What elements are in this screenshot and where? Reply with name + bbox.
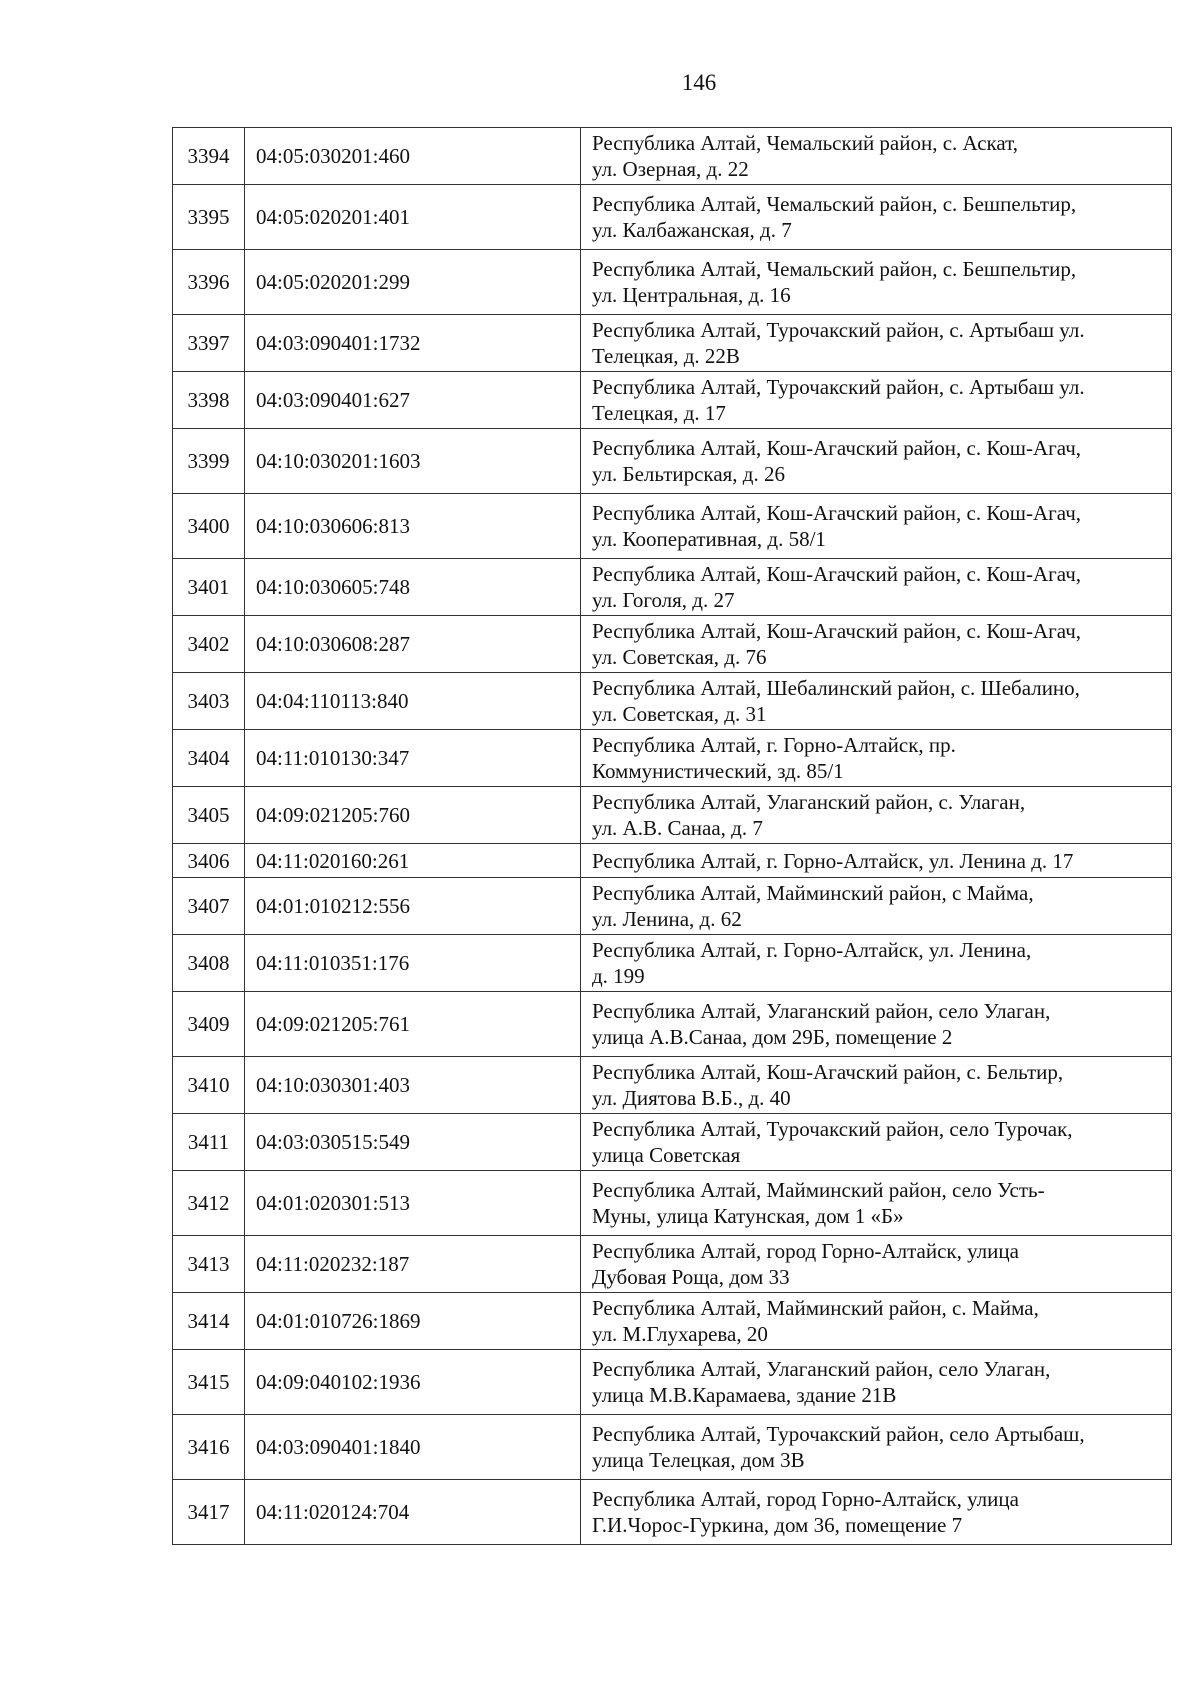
row-number: 3400 — [173, 494, 245, 559]
address-line: ул. М.Глухарева, 20 — [592, 1322, 768, 1346]
address-line: Республика Алтай, Чемальский район, с. Аскат, — [592, 131, 1019, 155]
table-row — [173, 185, 1172, 250]
table-row — [173, 1350, 1172, 1415]
address-cell — [581, 429, 1172, 494]
cadastral-number: 04:10:030301:403 — [245, 1057, 581, 1114]
address-cell — [581, 730, 1172, 787]
address-line: Коммунистический, зд. 85/1 — [592, 759, 844, 783]
row-number: 3399 — [173, 429, 245, 494]
address-cell — [581, 1171, 1172, 1236]
address-line: ул. Кооперативная, д. 58/1 — [592, 527, 826, 551]
address-line: ул. Советская, д. 31 — [592, 702, 767, 726]
address-cell — [581, 787, 1172, 844]
address-cell — [581, 128, 1172, 185]
address-line: Республика Алтай, г. Горно-Алтайск, ул. Ленина д. 17 — [592, 848, 1074, 873]
row-number: 3406 — [173, 844, 245, 878]
row-number: 3395 — [173, 185, 245, 250]
address-cell — [581, 935, 1172, 992]
table-row — [173, 992, 1172, 1057]
table-row — [173, 1171, 1172, 1236]
address-line: Республика Алтай, г. Горно-Алтайск, пр. — [592, 733, 956, 757]
row-number: 3402 — [173, 616, 245, 673]
address-line: Республика Алтай, Турочакский район, село Турочак, — [592, 1117, 1073, 1141]
row-number: 3411 — [173, 1114, 245, 1171]
address-line: Республика Алтай, Кош-Агачский район, с. Бельтир, — [592, 1060, 1064, 1084]
row-number: 3410 — [173, 1057, 245, 1114]
row-number: 3412 — [173, 1171, 245, 1236]
address-line: улица Советская — [592, 1143, 741, 1167]
address-line: Республика Алтай, Чемальский район, с. Бешпельтир, — [592, 192, 1077, 216]
address-cell — [581, 559, 1172, 616]
row-number: 3414 — [173, 1293, 245, 1350]
address-line: ул. Бельтирская, д. 26 — [592, 462, 785, 486]
row-number: 3415 — [173, 1350, 245, 1415]
table-row — [173, 878, 1172, 935]
address-line: ул. Гоголя, д. 27 — [592, 588, 735, 612]
row-number: 3408 — [173, 935, 245, 992]
table-row — [173, 616, 1172, 673]
address-line: Г.И.Чорос-Гуркина, дом 36, помещение 7 — [592, 1513, 963, 1537]
address-line: Республика Алтай, Майминский район, с Майма, — [592, 881, 1034, 905]
address-line: Республика Алтай, г. Горно-Алтайск, ул. Ленина, — [592, 938, 1032, 962]
cadastral-number: 04:01:010726:1869 — [245, 1293, 581, 1350]
address-cell — [581, 1057, 1172, 1114]
address-line: ул. Озерная, д. 22 — [592, 157, 749, 181]
cadastral-number: 04:09:021205:761 — [245, 992, 581, 1057]
address-line: Телецкая, д. 17 — [592, 401, 726, 425]
address-line: Республика Алтай, Майминский район, с. Майма, — [592, 1296, 1039, 1320]
address-line: ул. Центральная, д. 16 — [592, 283, 791, 307]
cadastral-number: 04:01:010212:556 — [245, 878, 581, 935]
cadastral-number: 04:03:090401:1840 — [245, 1415, 581, 1480]
address-line: Республика Алтай, Кош-Агачский район, с. Кош-Агач, — [592, 436, 1082, 460]
address-line: Республика Алтай, Шебалинский район, с. Шебалино, — [592, 676, 1080, 700]
cadastral-number: 04:11:020232:187 — [245, 1236, 581, 1293]
table-row — [173, 730, 1172, 787]
address-line: Республика Алтай, Турочакский район, с. Артыбаш ул. — [592, 318, 1085, 342]
address-cell — [581, 250, 1172, 315]
table-row — [173, 1415, 1172, 1480]
cadastral-number: 04:09:040102:1936 — [245, 1350, 581, 1415]
cadastral-number: 04:11:020160:261 — [245, 844, 581, 878]
address-line: Республика Алтай, Майминский район, село Усть- — [592, 1178, 1045, 1202]
table-row — [173, 1293, 1172, 1350]
address-line: ул. Советская, д. 76 — [592, 645, 767, 669]
row-number: 3413 — [173, 1236, 245, 1293]
table-row — [173, 372, 1172, 429]
row-number: 3398 — [173, 372, 245, 429]
address-line: Дубовая Роща, дом 33 — [592, 1265, 790, 1289]
table-row — [173, 844, 1172, 878]
cadastral-number: 04:09:021205:760 — [245, 787, 581, 844]
row-number: 3403 — [173, 673, 245, 730]
row-number: 3417 — [173, 1480, 245, 1545]
address-line: Муны, улица Катунская, дом 1 «Б» — [592, 1204, 904, 1228]
registry-body — [173, 128, 1172, 1545]
row-number: 3404 — [173, 730, 245, 787]
cadastral-number: 04:10:030608:287 — [245, 616, 581, 673]
address-cell — [581, 1415, 1172, 1480]
address-line: улица Телецкая, дом 3В — [592, 1448, 805, 1472]
address-cell — [581, 1293, 1172, 1350]
cadastral-number: 04:04:110113:840 — [245, 673, 581, 730]
cadastral-number: 04:05:030201:460 — [245, 128, 581, 185]
row-number: 3409 — [173, 992, 245, 1057]
address-line: Республика Алтай, город Горно-Алтайск, улица — [592, 1487, 1019, 1511]
cadastral-number: 04:03:030515:549 — [245, 1114, 581, 1171]
table-row — [173, 429, 1172, 494]
address-cell — [581, 1350, 1172, 1415]
address-cell — [581, 372, 1172, 429]
table-row — [173, 315, 1172, 372]
table-row — [173, 128, 1172, 185]
address-line: Республика Алтай, Улаганский район, с. Улаган, — [592, 790, 1026, 814]
cadastral-number: 04:10:030201:1603 — [245, 429, 581, 494]
row-number: 3416 — [173, 1415, 245, 1480]
address-line: Республика Алтай, Кош-Агачский район, с. Кош-Агач, — [592, 619, 1082, 643]
row-number: 3407 — [173, 878, 245, 935]
address-line: ул. Ленина, д. 62 — [592, 907, 742, 931]
cadastral-number: 04:10:030606:813 — [245, 494, 581, 559]
cadastral-number: 04:05:020201:299 — [245, 250, 581, 315]
address-cell — [581, 1114, 1172, 1171]
table-row — [173, 1114, 1172, 1171]
address-line: Республика Алтай, город Горно-Алтайск, улица — [592, 1239, 1019, 1263]
cadastral-number: 04:11:020124:704 — [245, 1480, 581, 1545]
property-registry-table — [172, 127, 1172, 1545]
table-row — [173, 1480, 1172, 1545]
table-row — [173, 250, 1172, 315]
table-row — [173, 1236, 1172, 1293]
cadastral-number: 04:05:020201:401 — [245, 185, 581, 250]
address-cell — [581, 1236, 1172, 1293]
address-cell — [581, 1480, 1172, 1545]
address-cell — [581, 185, 1172, 250]
cadastral-number: 04:01:020301:513 — [245, 1171, 581, 1236]
address-line: Республика Алтай, Улаганский район, село Улаган, — [592, 1357, 1051, 1381]
table-row — [173, 787, 1172, 844]
table-row — [173, 559, 1172, 616]
page-number: 146 — [681, 70, 717, 95]
address-line: д. 199 — [592, 964, 645, 988]
address-line: ул. А.В. Санаа, д. 7 — [592, 816, 763, 840]
cadastral-number: 04:03:090401:627 — [245, 372, 581, 429]
address-cell — [581, 673, 1172, 730]
address-line: ул. Калбажанская, д. 7 — [592, 218, 792, 242]
address-line: улица М.В.Карамаева, здание 21В — [592, 1383, 897, 1407]
address-line: улица А.В.Санаа, дом 29Б, помещение 2 — [592, 1025, 953, 1049]
row-number: 3396 — [173, 250, 245, 315]
row-number: 3405 — [173, 787, 245, 844]
cadastral-number: 04:11:010351:176 — [245, 935, 581, 992]
table-row — [173, 494, 1172, 559]
cadastral-number: 04:03:090401:1732 — [245, 315, 581, 372]
row-number: 3394 — [173, 128, 245, 185]
cadastral-number: 04:10:030605:748 — [245, 559, 581, 616]
row-number: 3401 — [173, 559, 245, 616]
address-line: Республика Алтай, Чемальский район, с. Бешпельтир, — [592, 257, 1077, 281]
row-number: 3397 — [173, 315, 245, 372]
address-line: Республика Алтай, Турочакский район, с. Артыбаш ул. — [592, 375, 1085, 399]
table-row — [173, 935, 1172, 992]
table-row — [173, 673, 1172, 730]
address-cell — [581, 616, 1172, 673]
address-cell — [581, 878, 1172, 935]
address-cell — [581, 992, 1172, 1057]
address-line: ул. Диятова В.Б., д. 40 — [592, 1086, 791, 1110]
address-line: Республика Алтай, Улаганский район, село Улаган, — [592, 999, 1051, 1023]
table-row — [173, 1057, 1172, 1114]
address-cell — [581, 315, 1172, 372]
cadastral-number: 04:11:010130:347 — [245, 730, 581, 787]
address-line: Республика Алтай, Кош-Агачский район, с. Кош-Агач, — [592, 501, 1082, 525]
address-cell — [581, 844, 1172, 878]
address-line: Республика Алтай, Турочакский район, село Артыбаш, — [592, 1422, 1085, 1446]
address-line: Республика Алтай, Кош-Агачский район, с. Кош-Агач, — [592, 562, 1082, 586]
address-line: Телецкая, д. 22В — [592, 344, 740, 368]
address-cell — [581, 494, 1172, 559]
